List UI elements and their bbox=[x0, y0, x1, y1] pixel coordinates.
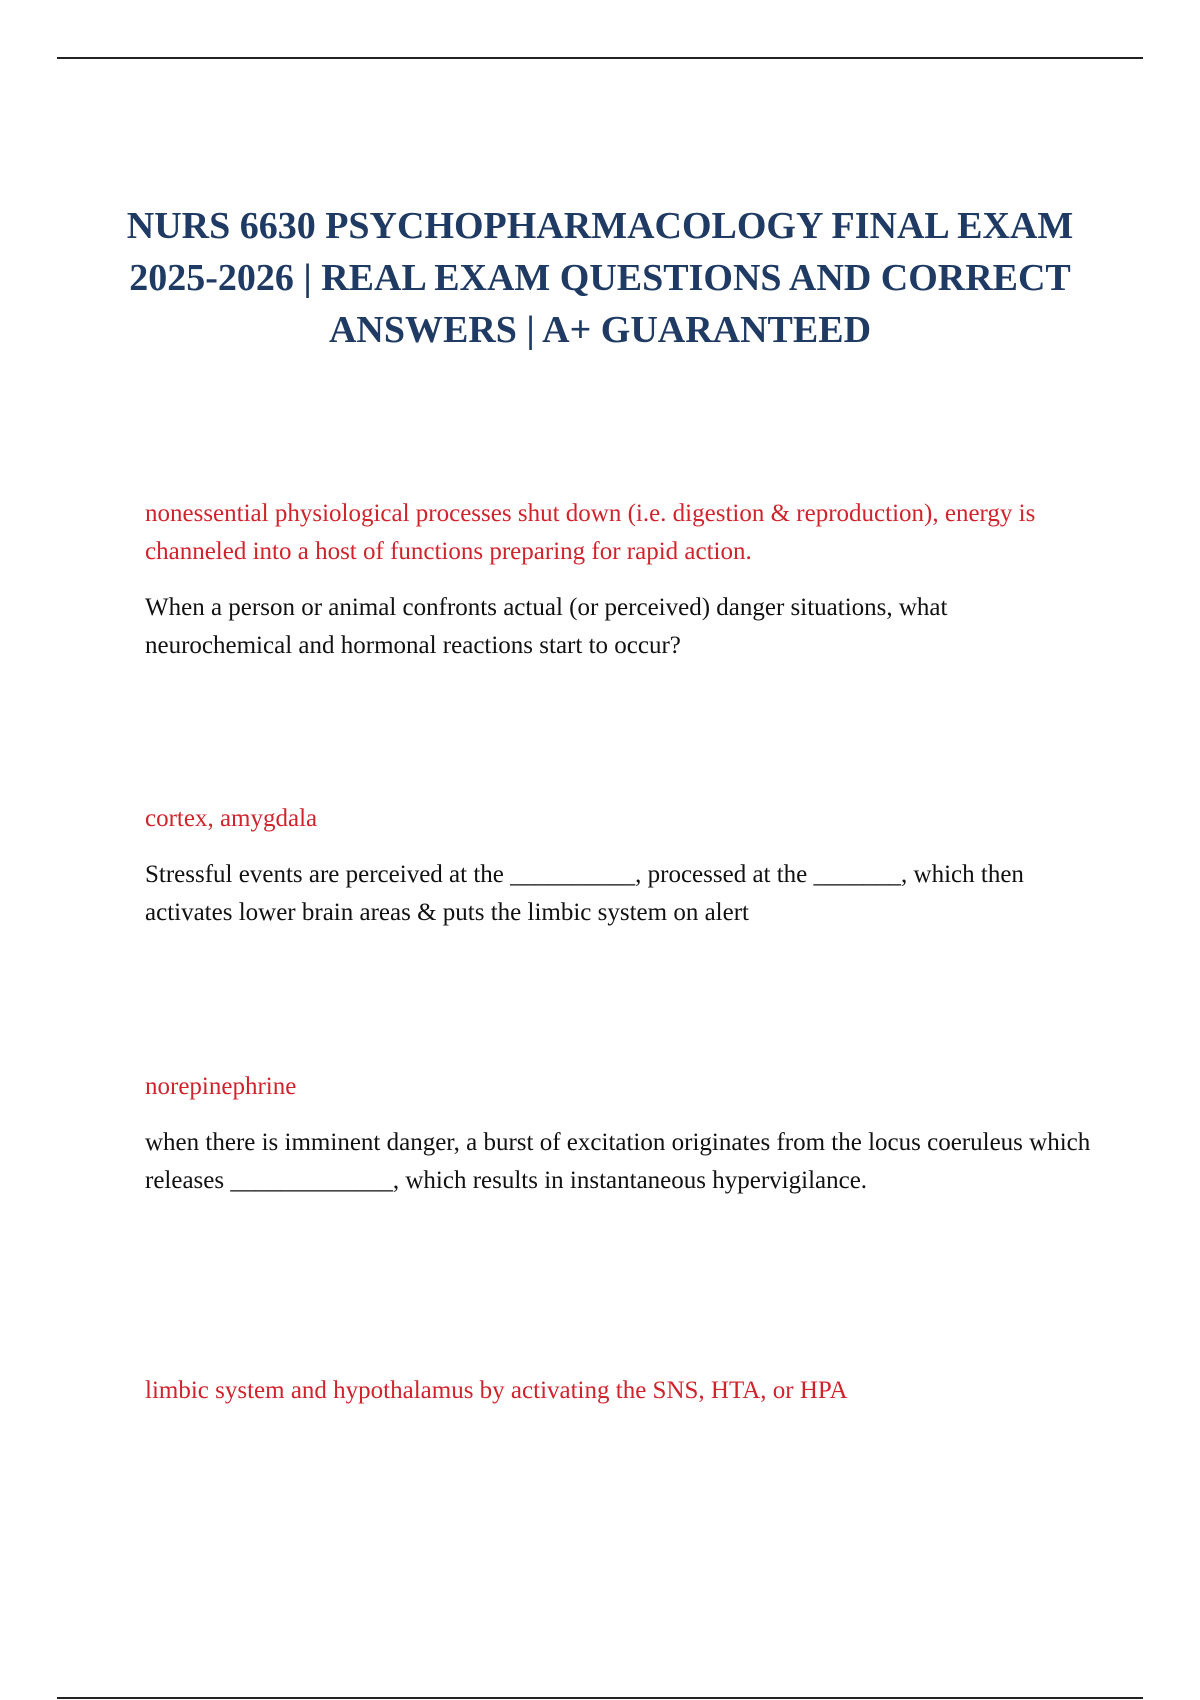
qa-item bbox=[145, 1372, 1095, 1410]
answer-text: nonessential physiological processes shut down (i.e. digestion & reproduction), energy is channeled into a host of functions preparing for rapid action. bbox=[145, 500, 1036, 565]
header-rule bbox=[57, 57, 1143, 59]
qa-item bbox=[145, 495, 1095, 665]
question-text: When a person or animal confronts actual (or perceived) danger situations, what neurochemical and hormonal reactions start to occur? bbox=[145, 594, 948, 659]
qa-item bbox=[145, 1068, 1095, 1200]
question-text: when there is imminent danger, a burst of excitation originates from the locus coeruleus which releases _____________, which results in instantaneous hypervigilance. bbox=[145, 1129, 1091, 1194]
footer-rule bbox=[57, 1697, 1143, 1699]
qa-item bbox=[145, 800, 1095, 932]
answer-text: limbic system and hypothalamus by activating the SNS, HTA, or HPA bbox=[145, 1377, 848, 1404]
answer-text: norepinephrine bbox=[145, 1073, 297, 1100]
question-text: Stressful events are perceived at the __________, processed at the _______, which then activates lower brain areas & puts the limbic system on alert bbox=[145, 861, 1024, 926]
answer-text: cortex, amygdala bbox=[145, 805, 318, 832]
document-title: NURS 6630 PSYCHOPHARMACOLOGY FINAL EXAM 2025-2026 | REAL EXAM QUESTIONS AND CORRECT ANSWERS | A+ GUARANTEED bbox=[126, 205, 1074, 351]
